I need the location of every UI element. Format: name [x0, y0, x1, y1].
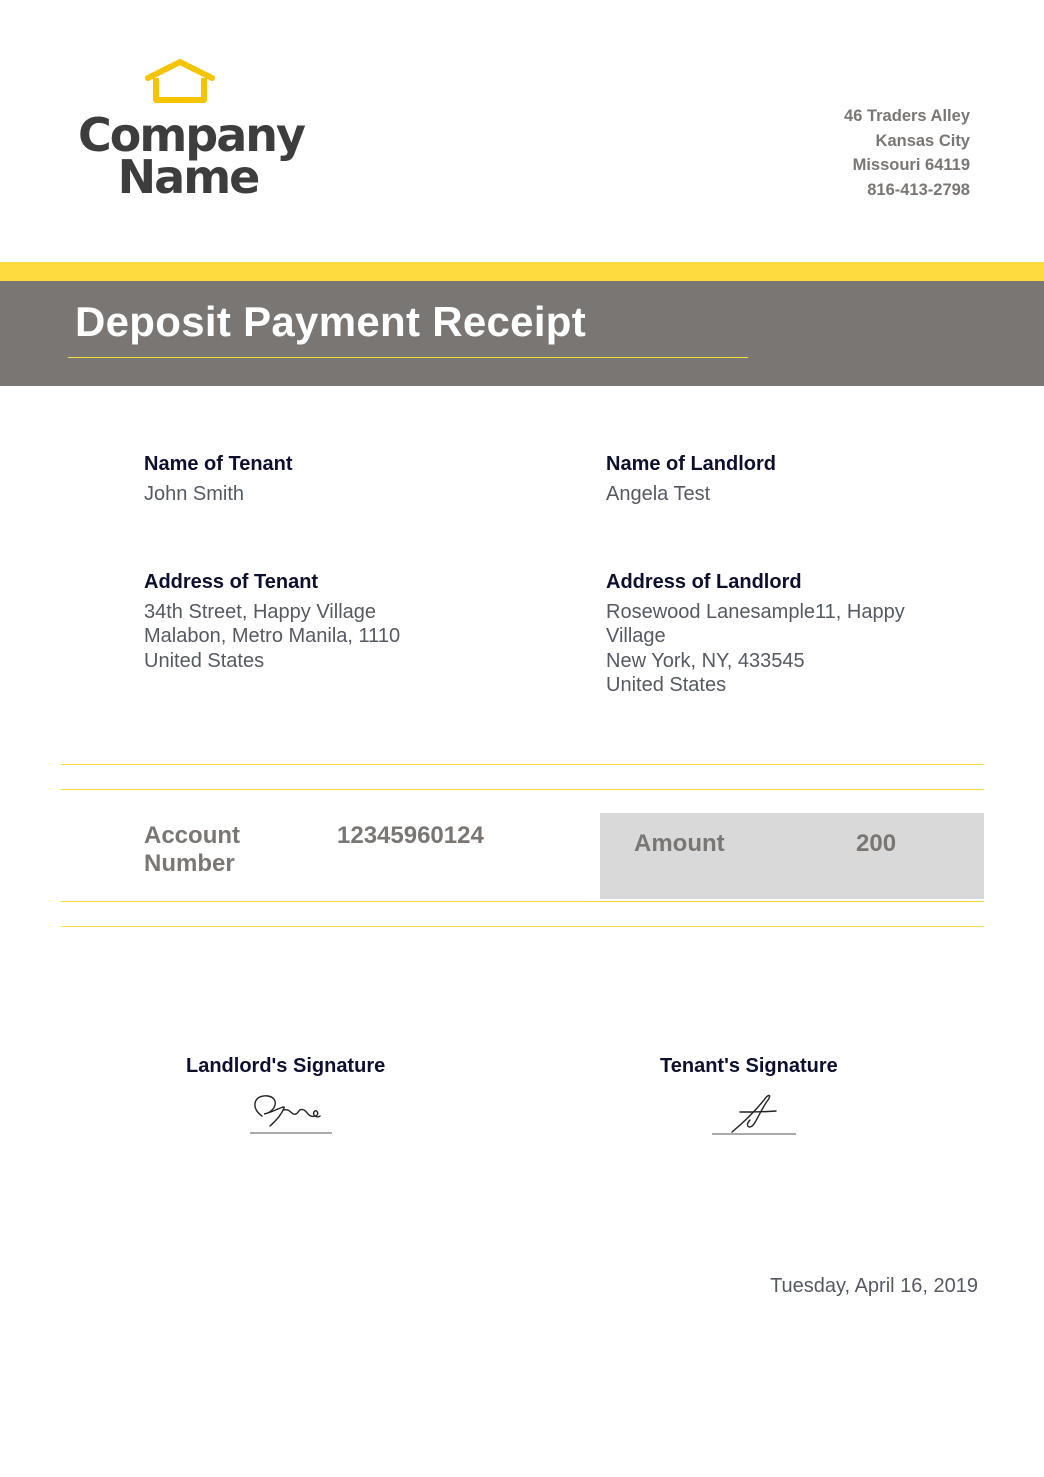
- company-name: [78, 108, 304, 204]
- tenant-address: [144, 600, 504, 673]
- account-number-label: [144, 822, 240, 878]
- landlord-name-field: [606, 452, 966, 506]
- tenant-address-field: [144, 570, 504, 673]
- divider-line: [61, 901, 984, 902]
- tenant-address-line: United States: [144, 649, 265, 672]
- landlord-address: [606, 600, 966, 697]
- tenant-address-line: Malabon, Metro Manila, 1110: [144, 625, 401, 648]
- landlord-name: Angela Test: [606, 483, 711, 505]
- tenant-address-line: 34th Street, Happy Village: [144, 601, 377, 623]
- divider-line: [61, 926, 984, 927]
- landlord-signature: [246, 1090, 336, 1138]
- landlord-address-label: Address of Landlord: [606, 571, 802, 593]
- accent-stripe: [0, 262, 1044, 281]
- company-phone: 816-413-2798: [867, 180, 970, 199]
- divider-line: [61, 789, 984, 790]
- tenant-name-label: Name of Tenant: [144, 453, 293, 475]
- company-city: Kansas City: [875, 131, 970, 150]
- account-number: 12345960124: [337, 822, 484, 849]
- company-street: 46 Traders Alley: [844, 107, 970, 125]
- account-label-line1: Account: [144, 822, 240, 849]
- tenant-name: John Smith: [144, 483, 245, 505]
- tenant-name-field: [144, 452, 504, 506]
- title-underline: [68, 357, 748, 358]
- landlord-address-line: New York, NY, 433545: [606, 649, 805, 672]
- account-label-line2: Number: [144, 850, 235, 877]
- divider-line: [61, 764, 984, 765]
- company-state-zip: Missouri 64119: [852, 156, 970, 174]
- tenant-signature: [710, 1090, 800, 1138]
- landlord-signature-label: Landlord's Signature: [186, 1055, 386, 1077]
- receipt-date: Tuesday, April 16, 2019: [770, 1275, 978, 1297]
- company-name-line2: Name: [117, 150, 259, 204]
- landlord-address-line: United States: [606, 673, 727, 696]
- tenant-address-label: Address of Tenant: [144, 571, 319, 593]
- tenant-signature-label: Tenant's Signature: [660, 1055, 838, 1077]
- amount-label: Amount: [634, 830, 725, 857]
- company-address: [844, 104, 970, 202]
- company-logo: [78, 58, 304, 218]
- house-icon: [144, 58, 216, 106]
- document-title: Deposit Payment Receipt: [75, 298, 587, 345]
- landlord-address-field: [606, 570, 966, 697]
- company-name-line1: Company: [78, 108, 304, 162]
- amount-value: 200: [856, 830, 897, 857]
- landlord-name-label: Name of Landlord: [606, 453, 777, 475]
- landlord-address-line: Rosewood Lanesample11, Happy: [606, 601, 905, 623]
- landlord-address-line: Village: [606, 625, 666, 648]
